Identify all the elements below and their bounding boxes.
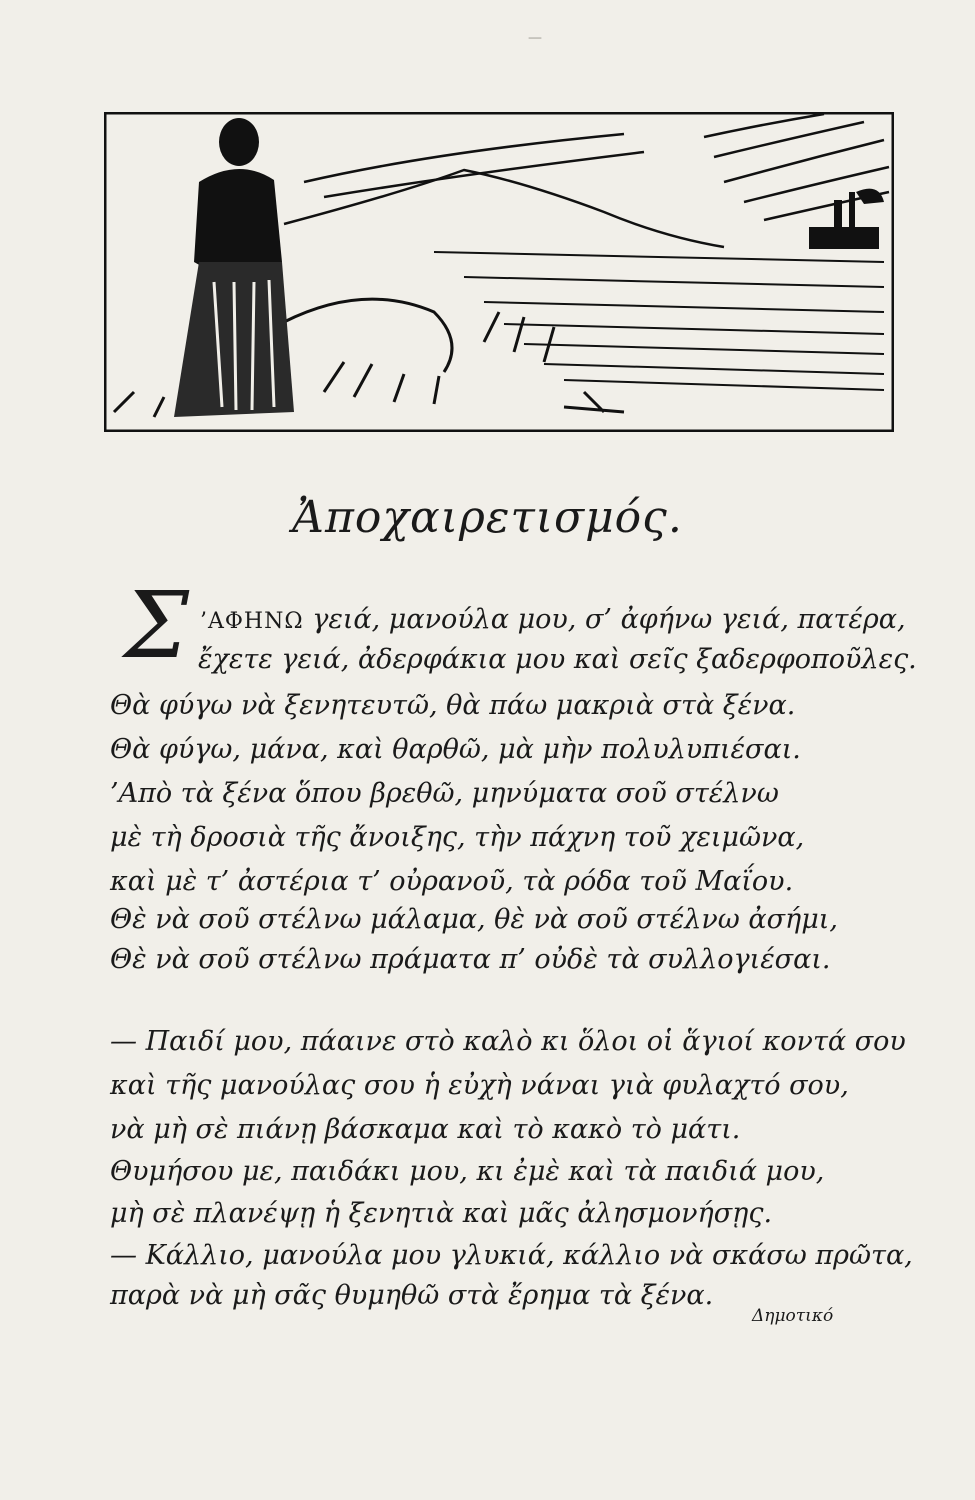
drop-cap: Σ [124, 572, 190, 679]
poem-source: Δημοτικό [752, 1306, 834, 1326]
poem-line: Θὲ νὰ σοῦ στέλνω πράματα π’ οὐδὲ τὰ συλλογιέσαι. [110, 944, 831, 975]
illustration-woman-by-sea [104, 112, 894, 432]
poem-line: Θὰ φύγω νὰ ξενητευτῶ, θὰ πάω μακριὰ στὰ ξένα. [110, 690, 796, 721]
poem-line: Θὰ φύγω, μάνα, καὶ θαρθῶ, μὰ μὴν πολυλυπιέσαι. [110, 734, 801, 765]
poem-line: ἔχετε γειά, ἀδερφάκια μου καὶ σεῖς ξαδερφοποῦλες. [198, 644, 917, 675]
poem-line: καὶ μὲ τ’ ἀστέρια τ’ οὐρανοῦ, τὰ ρόδα τοῦ Μαΐου. [110, 866, 794, 897]
poem-line: παρὰ νὰ μὴ σᾶς θυμηθῶ στὰ ἔρημα τὰ ξένα. [110, 1280, 714, 1311]
poem-title: Ἀποχαιρετισμός. [292, 492, 683, 543]
poem-line: νὰ μὴ σὲ πιάνῃ βάσκαμα καὶ τὸ κακὸ τὸ μάτι. [110, 1114, 741, 1145]
first-line-caps: ’ΑΦΗΝΩ [200, 609, 304, 634]
poem-line: — Παιδί μου, πάαινε στὸ καλὸ κι ὅλοι οἱ ἅγιοί κοντά σου [110, 1026, 906, 1057]
poem-line: μὴ σὲ πλανέψῃ ἡ ξενητιὰ καὶ μᾶς ἀλησμονήσῃς. [110, 1198, 773, 1229]
poem-line: μὲ τὴ δροσιὰ τῆς ἄνοιξης, τὴν πάχνη τοῦ χειμῶνα, [110, 822, 805, 853]
poem-line: καὶ τῆς μανούλας σου ἡ εὐχὴ νάναι γιὰ φυλαχτό σου, [110, 1070, 849, 1101]
first-line-rest: γειά, μανούλα μου, σ’ ἀφήνω γειά, πατέρα, [312, 604, 906, 635]
poem-line: Θὲ νὰ σοῦ στέλνω μάλαμα, θὲ νὰ σοῦ στέλνω ἀσήμι, [110, 904, 838, 935]
poem-line: Θυμήσου με, παιδάκι μου, κι ἐμὲ καὶ τὰ παιδιά μου, [110, 1156, 825, 1187]
poem-line: ’Απὸ τὰ ξένα ὅπου βρεθῶ, μηνύματα σοῦ στέλνω [110, 778, 779, 809]
page-number: — [528, 30, 542, 46]
poem-line: — Κάλλιο, μανούλα μου γλυκιά, κάλλιο νὰ σκάσω πρῶτα, [110, 1240, 913, 1271]
